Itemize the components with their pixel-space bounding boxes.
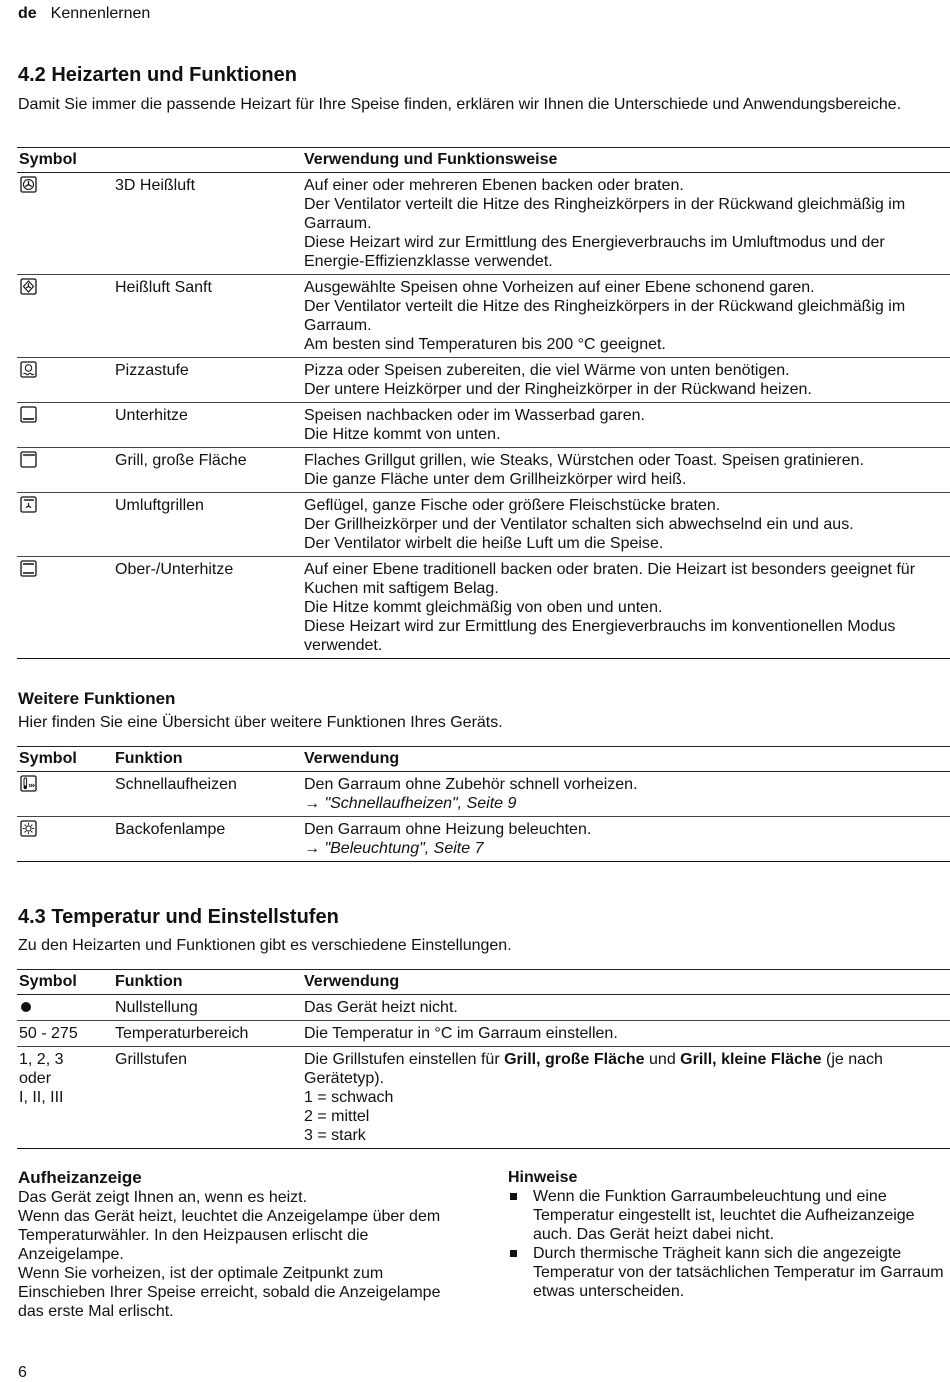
usage-cell — [302, 275, 950, 358]
usage-cell — [302, 448, 950, 493]
table-row — [17, 1047, 950, 1149]
column-symbol: Symbol — [17, 747, 113, 772]
page-reference-link[interactable]: → "Schnellaufheizen", Seite 9 — [304, 795, 517, 812]
symbol-line: I, II, III — [19, 1089, 64, 1106]
column-symbol: Symbol — [17, 970, 113, 995]
notes-list — [508, 1187, 948, 1301]
top-bottom-heat-icon — [20, 560, 37, 577]
heating-modes-table — [17, 147, 950, 659]
bottom-heat-icon — [20, 406, 37, 423]
usage-line: Pizza oder Speisen zubereiten, die viel Wärme von unten benötigen. — [304, 362, 790, 379]
table-row — [17, 173, 950, 275]
mode-name-cell: Ober-/Unterhitze — [113, 557, 302, 659]
table-row — [17, 493, 950, 557]
mode-name-cell: Unterhitze — [113, 403, 302, 448]
list-item: Wenn die Funktion Garraumbeleuchtung und eine Temperatur eingestellt ist, leuchtet die Aufheizanzeige auch. Das Gerät heizt dabei nicht. — [508, 1187, 948, 1244]
usage-line: Die ganze Fläche unter dem Grillheizkörper wird heiß. — [304, 471, 687, 488]
usage-cell: Die Temperatur in °C im Garraum einstellen. — [302, 1021, 950, 1047]
heating-indicator-section — [18, 1168, 458, 1321]
table-row — [17, 1021, 950, 1047]
page-number: 6 — [18, 1364, 27, 1381]
usage-line: Auf einer Ebene traditionell backen oder braten. Die Heizart ist besonders geeignet für Kuchen mit saftigem Belag. — [304, 561, 916, 597]
symbol-cell — [17, 1047, 113, 1149]
off-position-dot-icon — [21, 1002, 31, 1012]
table-row — [17, 995, 950, 1021]
symbol-cell — [17, 173, 113, 275]
usage-text: und — [644, 1051, 681, 1068]
page-header — [18, 4, 150, 23]
notes-section — [508, 1168, 948, 1301]
symbol-cell: 50 - 275 — [17, 1021, 113, 1047]
usage-line: Der Ventilator verteilt die Hitze des Ringheizkörpers in der Rückwand gleichmäßig im Garraum. — [304, 196, 906, 232]
mode-name-cell: Umluftgrillen — [113, 493, 302, 557]
further-functions-table — [17, 746, 950, 862]
usage-line: Am besten sind Temperaturen bis 200 °C geeignet. — [304, 336, 666, 353]
symbol-cell — [17, 403, 113, 448]
symbol-cell — [17, 772, 113, 817]
grill-large-term: Grill, große Fläche — [504, 1051, 645, 1068]
column-usage: Verwendung — [302, 970, 950, 995]
paragraph: Das Gerät zeigt Ihnen an, wenn es heizt. — [18, 1189, 308, 1206]
further-functions-intro: Hier finden Sie eine Übersicht über weitere Funktionen Ihres Geräts. — [18, 714, 503, 731]
table-row — [17, 448, 950, 493]
mode-name-cell: 3D Heißluft — [113, 173, 302, 275]
usage-line: Speisen nachbacken oder im Wasserbad garen. — [304, 407, 645, 424]
notes-title: Hinweise — [508, 1169, 578, 1186]
grill-small-term: Grill, kleine Fläche — [680, 1051, 822, 1068]
usage-line: Geflügel, ganze Fische oder größere Fleischstücke braten. — [304, 497, 721, 514]
symbol-cell — [17, 995, 113, 1021]
column-usage: Verwendung und Funktionsweise — [302, 148, 950, 173]
column-usage: Verwendung — [302, 747, 950, 772]
mode-name-cell: Heißluft Sanft — [113, 275, 302, 358]
paragraph: Wenn das Gerät heizt, leuchtet die Anzeigelampe über dem Temperaturwähler. In den Heizpausen erlischt die Anzeigelampe. — [18, 1208, 441, 1263]
usage-line: Diese Heizart wird zur Ermittlung des Energieverbrauchs im konventionellen Modus verwendet. — [304, 618, 896, 654]
heating-indicator-title: Aufheizanzeige — [18, 1168, 142, 1187]
usage-line: Die Hitze kommt von unten. — [304, 426, 501, 443]
usage-text: (je nach Gerätetyp). — [304, 1051, 883, 1087]
grill-level: 1 = schwach — [304, 1089, 394, 1106]
usage-line: Die Hitze kommt gleichmäßig von oben und unten. — [304, 599, 663, 616]
symbol-line: oder — [19, 1070, 52, 1087]
usage-cell — [302, 817, 950, 862]
section-4-3-intro: Zu den Heizarten und Funktionen gibt es verschiedene Einstellungen. — [18, 937, 512, 954]
mode-name-cell: Grill, große Fläche — [113, 448, 302, 493]
further-functions-title: Weitere Funktionen — [18, 689, 176, 708]
temperature-settings-table — [17, 969, 950, 1149]
column-function: Funktion — [113, 747, 302, 772]
usage-cell — [302, 557, 950, 659]
usage-line: Auf einer oder mehreren Ebenen backen oder braten. — [304, 177, 684, 194]
usage-text: Die Grillstufen einstellen für — [304, 1051, 505, 1068]
section-4-2-intro: Damit Sie immer die passende Heizart für Ihre Speise finden, erklären wir Ihnen die Unterschiede und Anwendungsbereiche. — [18, 96, 902, 113]
usage-cell — [302, 772, 950, 817]
circulated-air-grill-icon — [20, 496, 37, 513]
usage-line: Der Ventilator wirbelt die heiße Luft um die Speise. — [304, 535, 664, 552]
oven-lamp-icon — [20, 820, 37, 837]
usage-line: Diese Heizart wird zur Ermittlung des Energieverbrauchs im Umluftmodus und der Energie-Effizienzklasse verwendet. — [304, 234, 885, 270]
symbol-line: 1, 2, 3 — [19, 1051, 64, 1068]
mode-name-cell: Pizzastufe — [113, 358, 302, 403]
usage-line: Ausgewählte Speisen ohne Vorheizen auf einer Ebene schonend garen. — [304, 279, 815, 296]
usage-cell — [302, 173, 950, 275]
column-function: Funktion — [113, 970, 302, 995]
symbol-cell — [17, 557, 113, 659]
table-row — [17, 403, 950, 448]
table-row — [17, 275, 950, 358]
symbol-cell — [17, 448, 113, 493]
table-row — [17, 817, 950, 862]
symbol-cell — [17, 493, 113, 557]
function-cell: Grillstufen — [113, 1047, 302, 1149]
grill-large-icon — [20, 451, 37, 468]
grill-level: 2 = mittel — [304, 1108, 370, 1125]
table-row — [17, 557, 950, 659]
symbol-cell — [17, 358, 113, 403]
function-cell: Temperaturbereich — [113, 1021, 302, 1047]
pizza-setting-icon — [20, 361, 37, 378]
page-reference-link[interactable]: → "Beleuchtung", Seite 7 — [304, 840, 484, 857]
usage-line: Den Garraum ohne Zubehör schnell vorheizen. — [304, 776, 638, 793]
symbol-cell — [17, 817, 113, 862]
symbol-cell — [17, 275, 113, 358]
grill-level: 3 = stark — [304, 1127, 366, 1144]
function-cell: Nullstellung — [113, 995, 302, 1021]
3d-hot-air-icon — [20, 176, 37, 193]
usage-cell — [302, 1047, 950, 1149]
usage-cell: Das Gerät heizt nicht. — [302, 995, 950, 1021]
gentle-hot-air-icon — [20, 278, 37, 295]
section-4-3-title: 4.3 Temperatur und Einstellstufen — [18, 906, 339, 928]
table-row — [17, 358, 950, 403]
usage-cell — [302, 493, 950, 557]
function-cell: Backofenlampe — [113, 817, 302, 862]
usage-line: Der Grillheizkörper und der Ventilator schalten sich abwechselnd ein und aus. — [304, 516, 854, 533]
usage-line: Der untere Heizkörper und der Ringheizkörper in der Rückwand heizen. — [304, 381, 812, 398]
rapid-heating-icon — [20, 775, 37, 792]
table-row — [17, 772, 950, 817]
usage-cell — [302, 403, 950, 448]
function-cell: Schnellaufheizen — [113, 772, 302, 817]
paragraph: Wenn Sie vorheizen, ist der optimale Zeitpunkt zum Einschieben Ihrer Speise erreicht, sobald die Anzeigelampe das erste Mal erlischt. — [18, 1265, 441, 1320]
section-name: Kennenlernen — [50, 5, 151, 22]
usage-cell — [302, 358, 950, 403]
usage-line: Der Ventilator verteilt die Hitze des Ringheizkörpers in der Rückwand gleichmäßig im Garraum. — [304, 298, 906, 334]
section-4-2-title: 4.2 Heizarten und Funktionen — [18, 64, 297, 86]
list-item: Durch thermische Trägheit kann sich die angezeigte Temperatur von der tatsächlichen Temperatur im Garraum etwas unterscheiden. — [508, 1244, 948, 1301]
column-symbol: Symbol — [17, 148, 302, 173]
usage-line: Den Garraum ohne Heizung beleuchten. — [304, 821, 592, 838]
language-code: de — [18, 5, 37, 22]
usage-line: Flaches Grillgut grillen, wie Steaks, Würstchen oder Toast. Speisen gratinieren. — [304, 452, 864, 469]
